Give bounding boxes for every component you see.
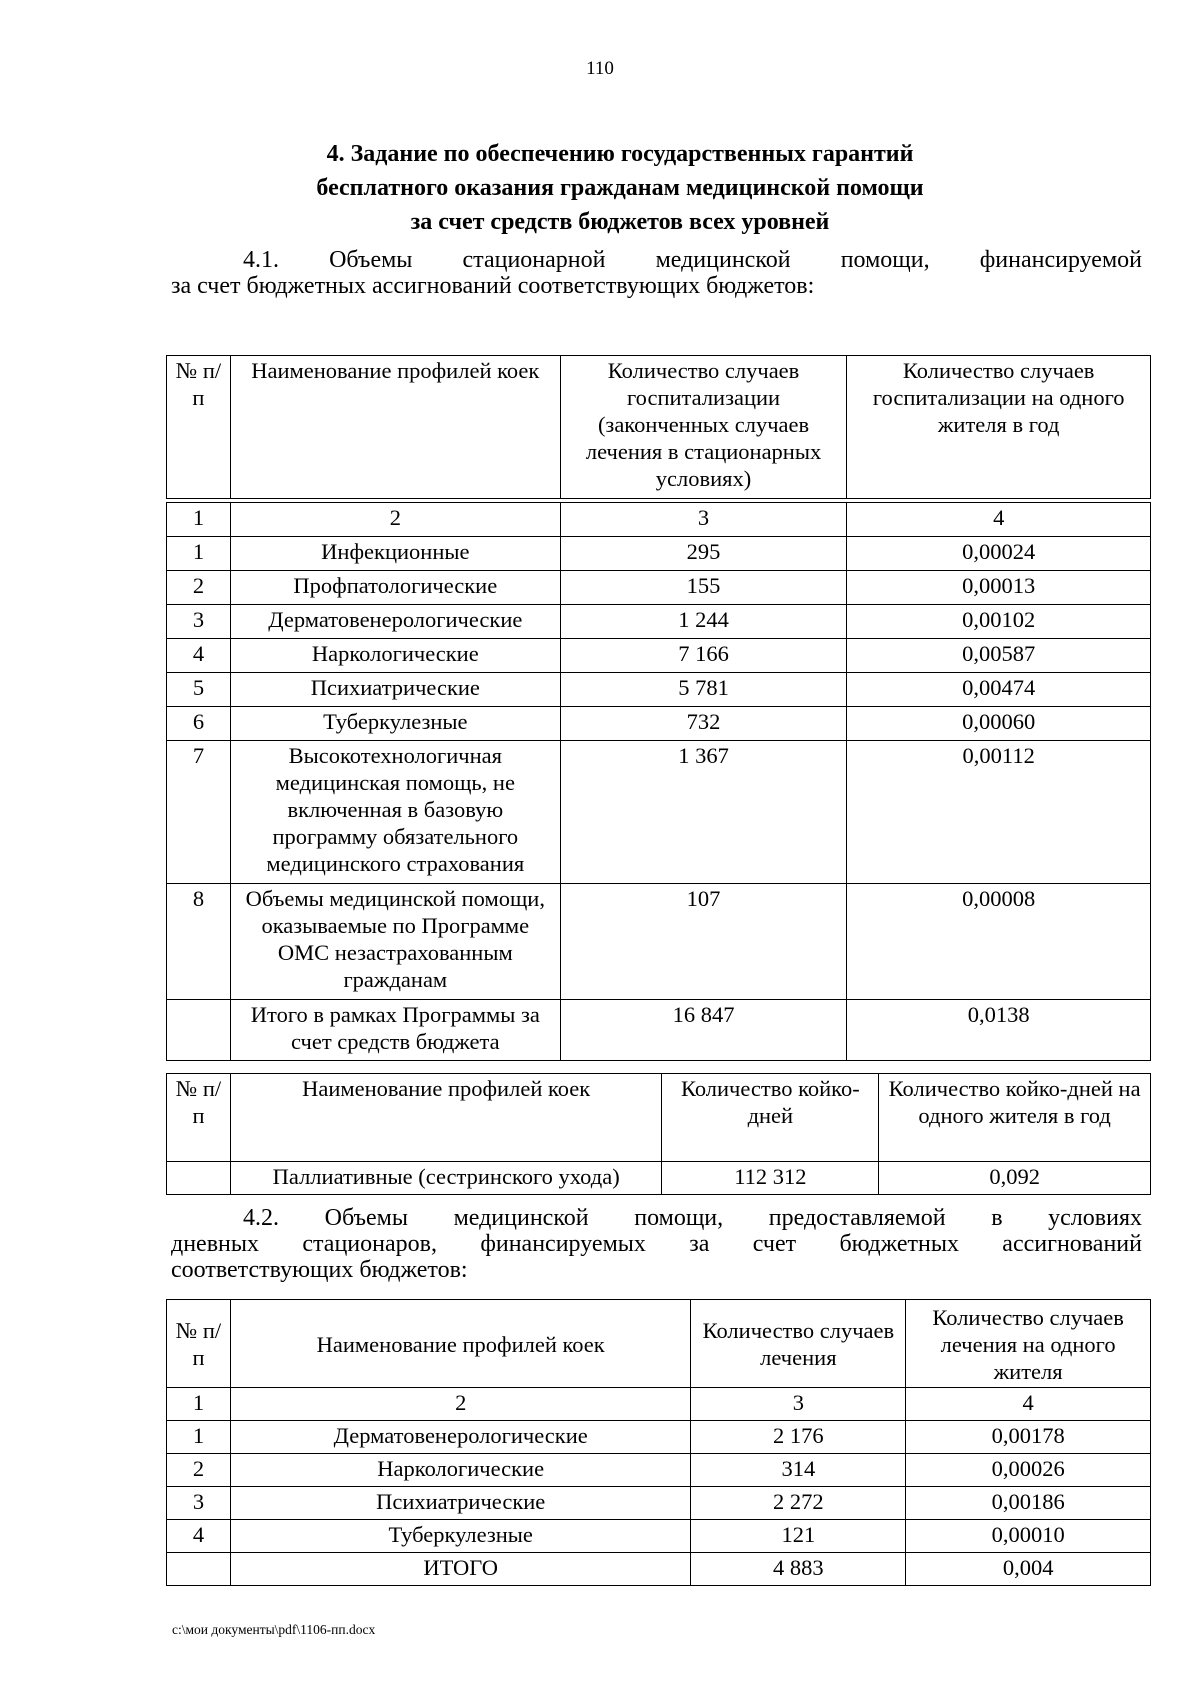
- row-num: 7: [167, 741, 231, 884]
- row-per: 0,004: [906, 1553, 1151, 1586]
- row-cases: 2 272: [691, 1487, 906, 1520]
- row-name: Паллиативные (сестринского ухода): [230, 1162, 661, 1195]
- paragraph-line: соответствующих бюджетов:: [171, 1257, 468, 1283]
- table-row: [167, 605, 1151, 639]
- table-row: [167, 537, 1151, 571]
- col-number: 4: [847, 503, 1151, 537]
- row-num: 4: [167, 1520, 231, 1553]
- col-number: 2: [230, 503, 560, 537]
- row-name: Наркологические: [230, 639, 560, 673]
- file-path-footer: c:\мои документы\pdf\1106-пп.docx: [172, 1622, 376, 1637]
- heading-line: бесплатного оказания гражданам медицинской помощи: [316, 175, 924, 201]
- row-per: 0,0138: [847, 1000, 1151, 1061]
- table-row: [167, 673, 1151, 707]
- col-number: 2: [230, 1388, 691, 1421]
- row-cases: 2 176: [691, 1421, 906, 1454]
- col-number: 4: [906, 1388, 1151, 1421]
- table-row: [167, 1520, 1151, 1553]
- row-name: Наркологические: [230, 1454, 691, 1487]
- row-per: 0,00587: [847, 639, 1151, 673]
- day-hospital-table: [166, 1299, 1151, 1586]
- row-cases: 732: [560, 707, 847, 741]
- paragraph-line: дневных стационаров, финансируемых за счет бюджетных ассигнований: [171, 1231, 1142, 1257]
- row-name: Дерматовенерологические: [230, 1421, 691, 1454]
- header-cases: Количество случаев лечения: [691, 1300, 906, 1388]
- row-cases: 314: [691, 1454, 906, 1487]
- row-per: 0,00102: [847, 605, 1151, 639]
- section-heading: [170, 137, 1070, 239]
- row-cases: 1 244: [560, 605, 847, 639]
- row-per: 0,00112: [847, 741, 1151, 884]
- row-name: Туберкулезные: [230, 1520, 691, 1553]
- row-per: 0,00010: [906, 1520, 1151, 1553]
- row-per: 0,00008: [847, 884, 1151, 1000]
- row-per: 0,00474: [847, 673, 1151, 707]
- row-per: 0,00024: [847, 537, 1151, 571]
- header-per-resident: Количество случаев лечения на одного жителя: [906, 1300, 1151, 1388]
- header-name: Наименование профилей коек: [230, 356, 560, 499]
- table-row: [167, 741, 1151, 884]
- col-number: 1: [167, 503, 231, 537]
- row-num: 5: [167, 673, 231, 707]
- table-row: [167, 571, 1151, 605]
- row-cases: 16 847: [560, 1000, 847, 1061]
- row-name: Инфекционные: [230, 537, 560, 571]
- row-num: 4: [167, 639, 231, 673]
- col-number: 3: [691, 1388, 906, 1421]
- table-header-row: [167, 1074, 1151, 1162]
- paragraph-4-2: [171, 1205, 1142, 1283]
- row-num: 1: [167, 537, 231, 571]
- palliative-table: [166, 1073, 1151, 1195]
- header-cases: Количество случаев госпитализации (законченных случаев лечения в стационарных условиях): [560, 356, 847, 499]
- row-bed-days: 112 312: [662, 1162, 879, 1195]
- paragraph-line: за счет бюджетных ассигнований соответствующих бюджетов:: [171, 273, 815, 299]
- paragraph-line: 4.2. Объемы медицинской помощи, предоставляемой в условиях: [243, 1205, 1142, 1231]
- paragraph-4-1: [171, 247, 1142, 299]
- row-cases: 4 883: [691, 1553, 906, 1586]
- inpatient-table: [166, 355, 1151, 1061]
- row-per: 0,00186: [906, 1487, 1151, 1520]
- header-num: № п/п: [167, 356, 231, 499]
- row-num: 2: [167, 571, 231, 605]
- table-row: [167, 884, 1151, 1000]
- row-name: Психиатрические: [230, 673, 560, 707]
- row-per: 0,00026: [906, 1454, 1151, 1487]
- row-cases: 121: [691, 1520, 906, 1553]
- row-per: 0,092: [879, 1162, 1151, 1195]
- total-row: [167, 1000, 1151, 1061]
- header-bed-days: Количество койко-дней: [662, 1074, 879, 1162]
- row-name: Туберкулезные: [230, 707, 560, 741]
- row-per: 0,00060: [847, 707, 1151, 741]
- row-name: Дерматовенерологические: [230, 605, 560, 639]
- total-row: [167, 1553, 1151, 1586]
- header-name: Наименование профилей коек: [230, 1074, 661, 1162]
- row-num: [167, 1553, 231, 1586]
- heading-line: 4. Задание по обеспечению государственных гарантий: [326, 141, 914, 167]
- row-num: 8: [167, 884, 231, 1000]
- paragraph-line: 4.1. Объемы стационарной медицинской помощи, финансируемой: [243, 247, 1142, 273]
- row-num: [167, 1162, 231, 1195]
- table-row: [167, 1421, 1151, 1454]
- row-num: 3: [167, 1487, 231, 1520]
- table-header-row: [167, 1300, 1151, 1388]
- col-number: 3: [560, 503, 847, 537]
- header-num: № п/п: [167, 1074, 231, 1162]
- row-num: 2: [167, 1454, 231, 1487]
- row-cases: 107: [560, 884, 847, 1000]
- row-name: Психиатрические: [230, 1487, 691, 1520]
- page-number: 110: [586, 58, 614, 79]
- row-name: Объемы медицинской помощи, оказываемые по Программе ОМС незастрахованным гражданам: [230, 884, 560, 1000]
- row-name: ИТОГО: [230, 1553, 691, 1586]
- row-cases: 1 367: [560, 741, 847, 884]
- table-row: [167, 1487, 1151, 1520]
- heading-line: за счет средств бюджетов всех уровней: [410, 209, 830, 235]
- table-header-row: [167, 356, 1151, 499]
- row-per: 0,00013: [847, 571, 1151, 605]
- row-num: [167, 1000, 231, 1061]
- row-num: 1: [167, 1421, 231, 1454]
- column-number-row: [167, 503, 1151, 537]
- table-row: [167, 639, 1151, 673]
- column-number-row: [167, 1388, 1151, 1421]
- header-name: Наименование профилей коек: [230, 1300, 691, 1388]
- header-per-resident: Количество койко-дней на одного жителя в год: [879, 1074, 1151, 1162]
- row-name: Профпатологические: [230, 571, 560, 605]
- header-num: № п/п: [167, 1300, 231, 1388]
- row-name: Итого в рамках Программы за счет средств бюджета: [230, 1000, 560, 1061]
- row-cases: 7 166: [560, 639, 847, 673]
- row-cases: 155: [560, 571, 847, 605]
- row-num: 3: [167, 605, 231, 639]
- col-number: 1: [167, 1388, 231, 1421]
- table-row: [167, 1162, 1151, 1195]
- header-per-resident: Количество случаев госпитализации на одного жителя в год: [847, 356, 1151, 499]
- row-cases: 5 781: [560, 673, 847, 707]
- table-row: [167, 707, 1151, 741]
- row-num: 6: [167, 707, 231, 741]
- row-name: Высокотехнологичная медицинская помощь, не включенная в базовую программу обязательного медицинского страхования: [230, 741, 560, 884]
- row-per: 0,00178: [906, 1421, 1151, 1454]
- table-row: [167, 1454, 1151, 1487]
- row-cases: 295: [560, 537, 847, 571]
